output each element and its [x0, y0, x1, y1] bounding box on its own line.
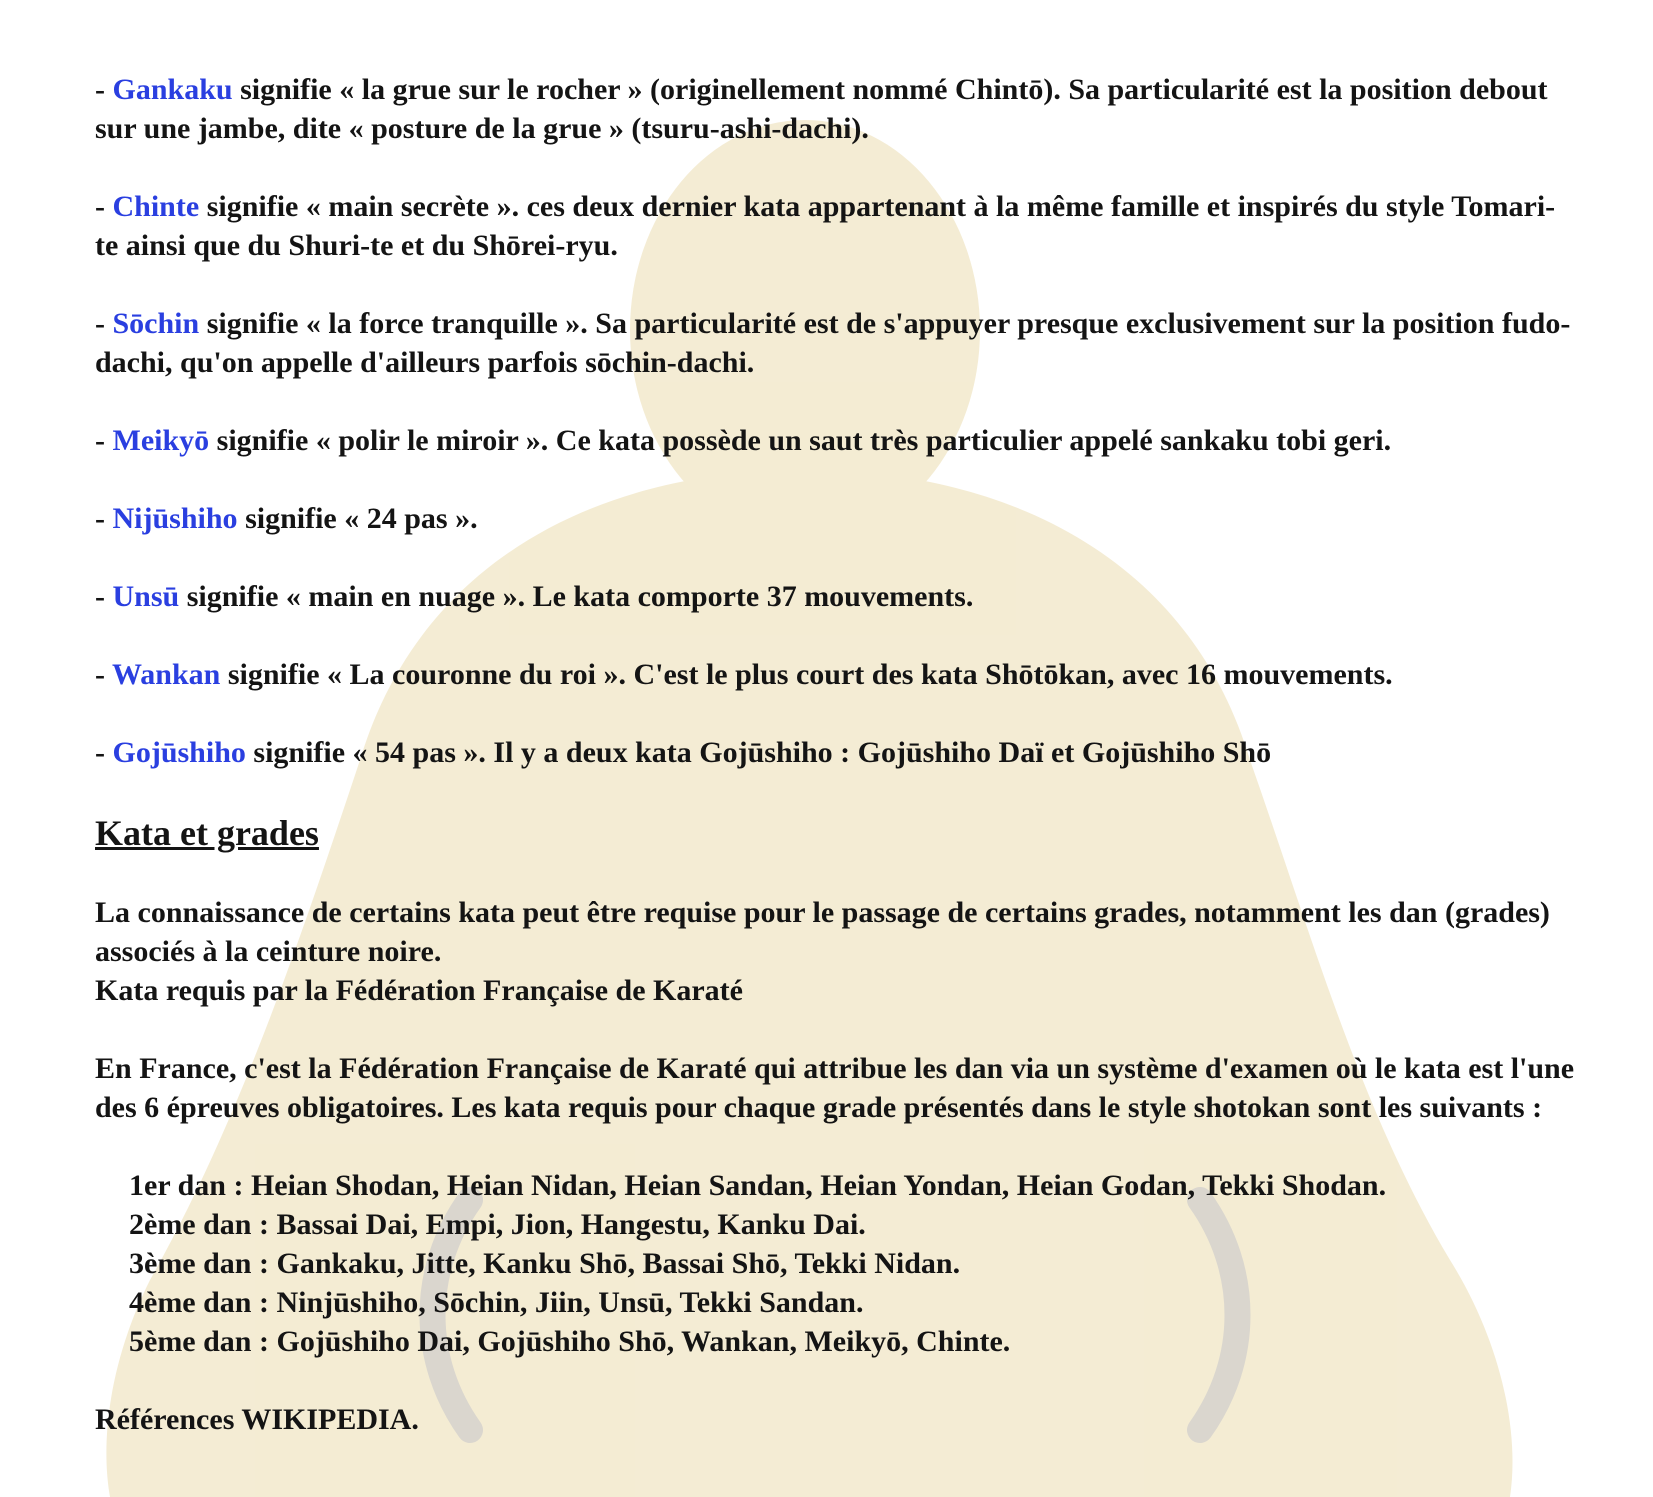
kata-description — [95, 187, 1575, 265]
kata-meaning: signifie « 24 pas ». — [237, 502, 478, 535]
list-dash: - — [95, 736, 113, 769]
list-dash: - — [95, 580, 113, 613]
list-dash: - — [95, 502, 113, 535]
dan-requirement: 5ème dan : Gojūshiho Dai, Gojūshiho Shō, Wankan, Meikyō, Chinte. — [129, 1325, 1011, 1358]
list-dash: - — [95, 73, 113, 106]
kata-meaning: signifie « polir le miroir ». Ce kata possède un saut très particulier appelé sankaku tobi geri. — [209, 424, 1392, 457]
list-dash: - — [95, 424, 113, 457]
kata-description — [95, 304, 1575, 382]
kata-meaning: signifie « 54 pas ». Il y a deux kata Gojūshiho : Gojūshiho Daï et Gojūshiho Shō — [245, 736, 1272, 769]
grades-intro-line2: Kata requis par la Fédération Française de Karaté — [95, 974, 743, 1007]
kata-description — [95, 421, 1575, 460]
grades-intro — [95, 893, 1575, 1010]
kata-description — [95, 733, 1575, 772]
kata-name-link[interactable]: Sōchin — [112, 307, 200, 340]
grades-intro-line1: La connaissance de certains kata peut être requise pour le passage de certains grades, notamment les dan (grades) associés à la ceinture noire. — [95, 896, 1550, 968]
kata-description — [95, 70, 1575, 148]
france-paragraph: En France, c'est la Fédération Française de Karaté qui attribue les dan via un système d'examen où le kata est l'une des 6 épreuves obligatoires. Les kata requis pour chaque grade présentés dans le style shotokan sont les suivants : — [95, 1052, 1575, 1124]
kata-name-link[interactable]: Gankaku — [112, 73, 233, 106]
dan-requirements-list — [129, 1166, 1575, 1361]
kata-meaning: signifie « la force tranquille ». Sa particularité est de s'appuyer presque exclusivement sur la position fudo-dachi, qu'on appelle d'ailleurs parfois sōchin-dachi. — [95, 307, 1571, 379]
kata-meaning: signifie « main en nuage ». Le kata comporte 37 mouvements. — [179, 580, 974, 613]
kata-meaning: signifie « La couronne du roi ». C'est le plus court des kata Shōtōkan, avec 16 mouvements. — [220, 658, 1393, 691]
references: Références WIKIPEDIA. — [95, 1403, 419, 1436]
kata-name-link[interactable]: Meikyō — [112, 424, 210, 457]
dan-requirement: 4ème dan : Ninjūshiho, Sōchin, Jiin, Unsū, Tekki Sandan. — [129, 1286, 864, 1319]
kata-meaning: signifie « main secrète ». ces deux dernier kata appartenant à la même famille et inspirés du style Tomari-te ainsi que du Shuri-te et du Shōrei-ryu. — [95, 190, 1556, 262]
dan-requirement: 2ème dan : Bassai Dai, Empi, Jion, Hangestu, Kanku Dai. — [129, 1208, 866, 1241]
dan-requirement: 1er dan : Heian Shodan, Heian Nidan, Heian Sandan, Heian Yondan, Heian Godan, Tekki Shodan. — [129, 1169, 1387, 1202]
kata-name-link[interactable]: Gojūshiho — [112, 736, 246, 769]
article-body — [95, 70, 1575, 1478]
section-title: Kata et grades — [95, 813, 319, 853]
kata-name-link[interactable]: Unsū — [112, 580, 180, 613]
kata-name-link[interactable]: Chinte — [112, 190, 200, 223]
kata-description — [95, 499, 1575, 538]
list-dash: - — [95, 307, 113, 340]
list-dash: - — [95, 190, 113, 223]
list-dash: - — [95, 658, 112, 691]
kata-name-link[interactable]: Nijūshiho — [112, 502, 238, 535]
dan-requirement: 3ème dan : Gankaku, Jitte, Kanku Shō, Bassai Shō, Tekki Nidan. — [129, 1247, 961, 1280]
kata-meaning: signifie « la grue sur le rocher » (originellement nommé Chintō). Sa particularité est la position debout sur une jambe, dite « posture de la grue » (tsuru-ashi-dachi). — [95, 73, 1548, 145]
kata-description-list — [95, 70, 1575, 772]
kata-description — [95, 655, 1575, 694]
kata-description — [95, 577, 1575, 616]
kata-name-link[interactable]: Wankan — [111, 658, 221, 691]
